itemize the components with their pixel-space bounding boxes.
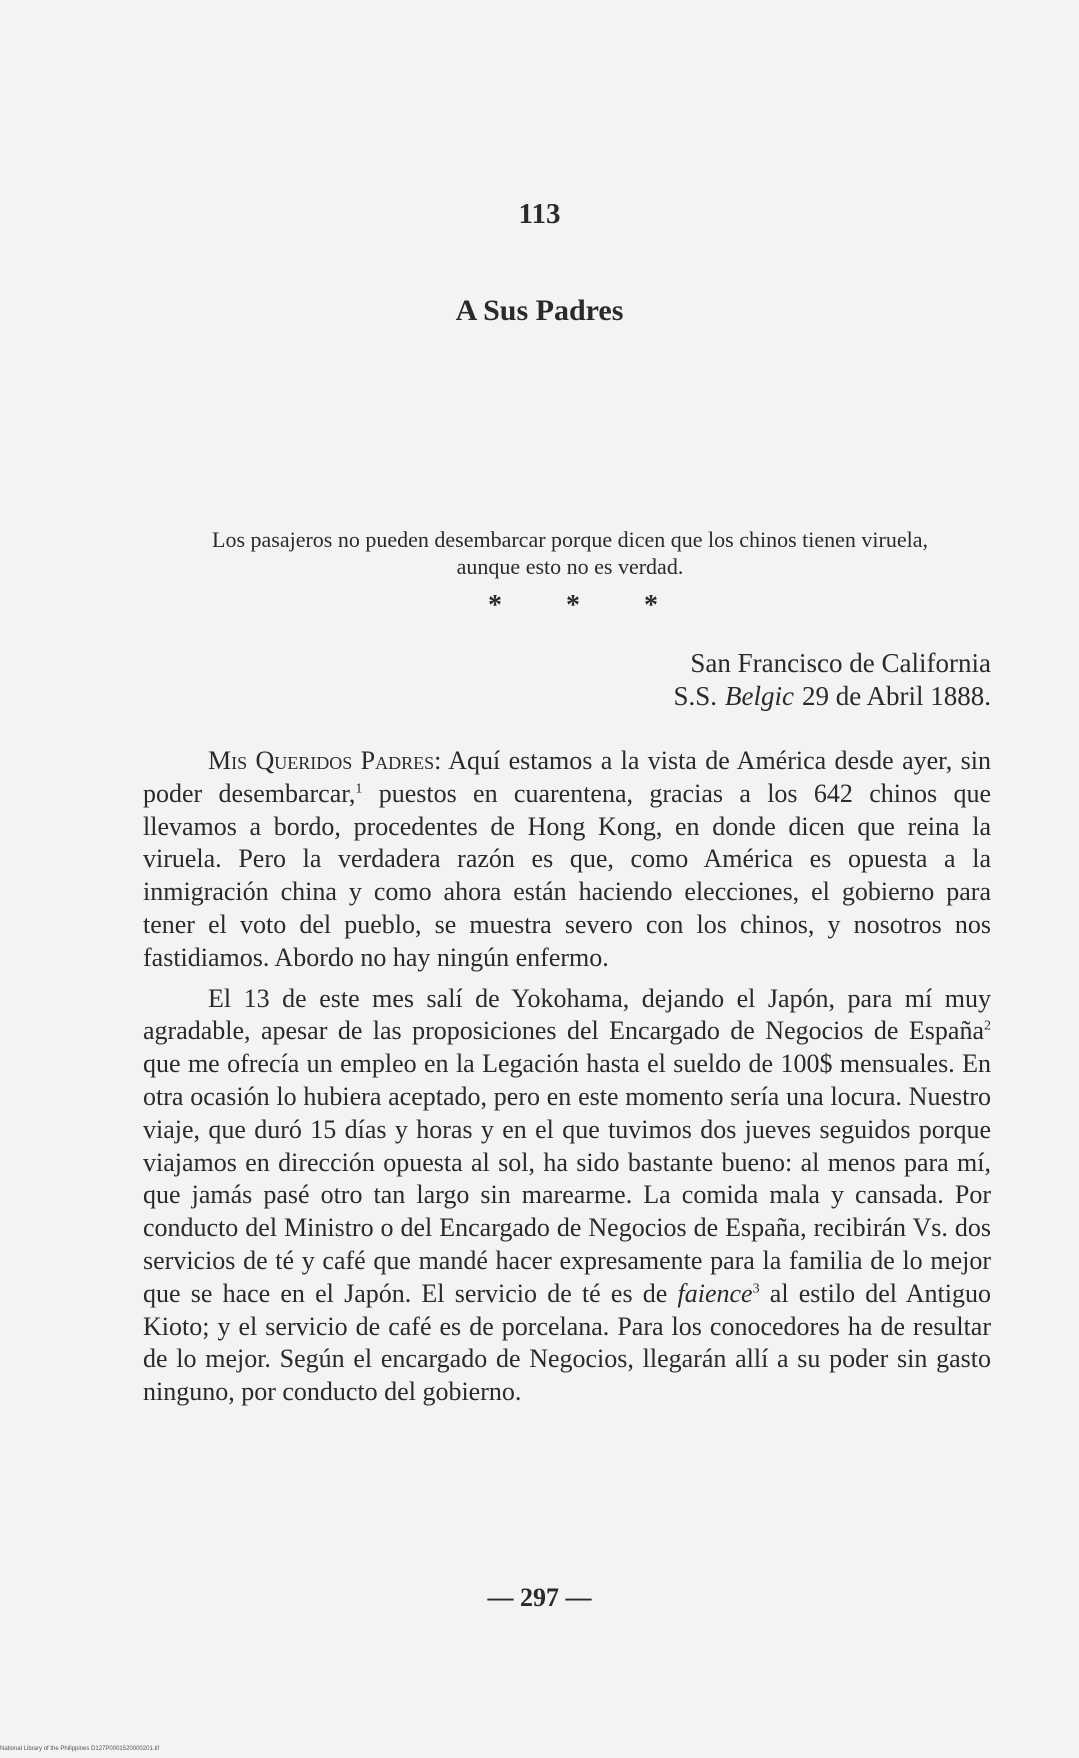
footnote-marker: 1 [355, 781, 363, 797]
paragraph-text: Aquí estamos a la vista de América desde ayer, sin poder desembarcar, [143, 746, 991, 808]
letter-body [143, 745, 991, 1409]
salutation: Mis Queridos Padres: [208, 746, 442, 775]
separator-star: * [488, 590, 502, 621]
dateline-place: San Francisco de California [690, 648, 991, 678]
dateline [673, 647, 991, 713]
dateline-date: 29 de Abril 1888. [802, 681, 991, 711]
letter-number: 113 [518, 198, 561, 230]
dateline-ship-date [673, 680, 991, 713]
separator-star: * [566, 590, 580, 621]
letter-summary: Los pasajeros no pueden desembarcar porque dicen que los chinos tienen viruela, aunque esto no es verdad. [212, 527, 928, 579]
italic-term: faience [677, 1278, 753, 1308]
scan-footer: National Library of the Philippines D127P0001520000201.tif [0, 1746, 160, 1752]
paragraph-text: El 13 de este mes salí de Yokohama, dejando el Japón, para mí muy agradable, apesar de las proposiciones del Encargado de Negocios de España [143, 983, 991, 1046]
page-number: — 297 — [487, 1583, 592, 1612]
dateline-ship-prefix: S.S. [673, 681, 718, 711]
separator-star: * [644, 590, 658, 621]
body-paragraph-1 [143, 745, 991, 975]
paragraph-text: puestos en cuarentena, gracias a los 642 chinos que llevamos a bordo, procedentes de Hong Kong, en donde dicen que reina la viruela. Pero la verdadera razón es que, como América es opuesta a la inmigración china y como ahora están haciendo elecciones, el gobierno para tener el voto del pueblo, se muestra severo con los chinos, y nosotros nos fastidiamos. Abordo no hay ningún enfermo. [143, 778, 991, 972]
paragraph-text: al estilo del Antiguo Kioto; y el servicio de café es de porcelana. Para los conocedores ha de resultar de lo mejor. Según el encargado de Negocios, llegarán allí a su poder sin gasto ninguno, por conducto del gobierno. [143, 1278, 992, 1407]
footnote-marker: 2 [984, 1018, 991, 1034]
letter-title: A Sus Padres [455, 294, 624, 327]
footnote-marker: 3 [752, 1281, 760, 1297]
section-separator [488, 590, 658, 622]
dateline-ship-name: Belgic [725, 681, 794, 711]
body-paragraph-2 [143, 983, 991, 1409]
paragraph-text: que me ofrecía un empleo en la Legación hasta el sueldo de 100$ mensuales. En otra ocasión lo hubiera aceptado, pero en este momento sería una locura. Nuestro viaje, que duró 15 días y horas y en el que tuvimos dos jueves seguidos porque viajamos en dirección opuesta al sol, ha sido bastante bueno: al menos para mí, que jamás pasé otro tan largo sin marearme. La comida mala y cansada. Por conducto del Ministro o del Encargado de Negocios de España, recibirán Vs. dos servicios de té y café que mandé hacer expresamente para la familia de lo mejor que se hace en el Japón. El servicio de té es de [143, 1049, 991, 1308]
